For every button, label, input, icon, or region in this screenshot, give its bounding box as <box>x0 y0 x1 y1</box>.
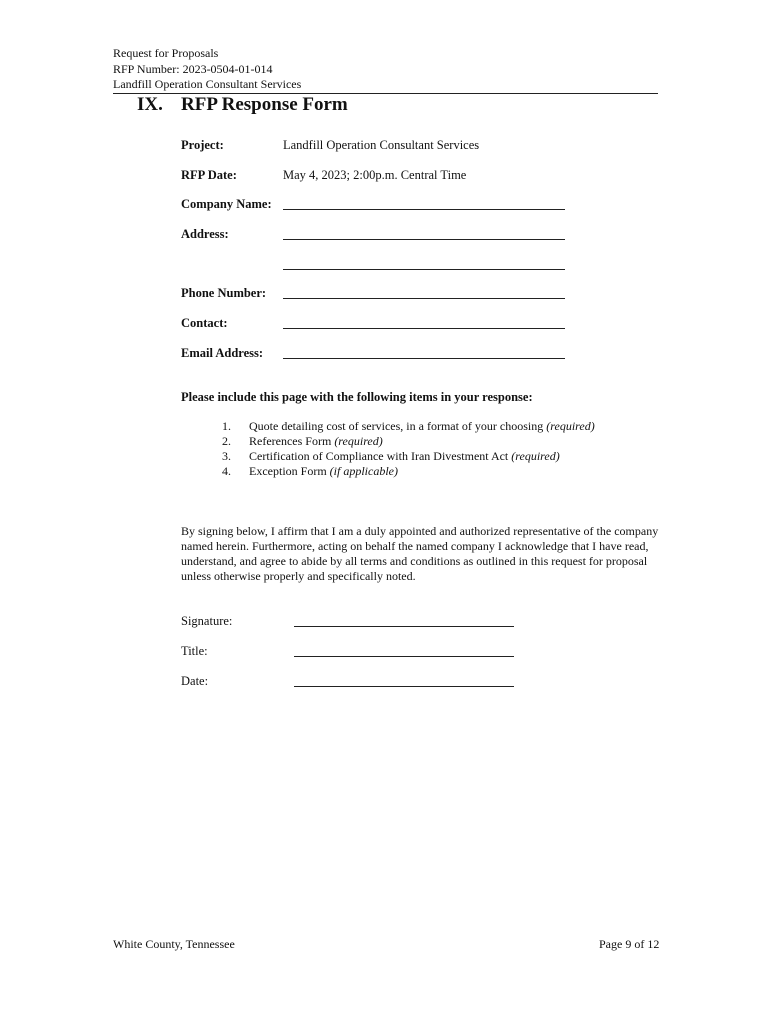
phone-number-label: Phone Number: <box>181 286 267 300</box>
list-item-text: Quote detailing cost of services, in a format of your choosing <box>249 419 544 433</box>
contact-blank[interactable] <box>283 316 565 329</box>
phone-number-blank[interactable] <box>283 286 565 299</box>
list-item <box>222 419 595 434</box>
project-label: Project: <box>181 138 224 152</box>
list-item-note: (if applicable) <box>329 464 398 478</box>
list-item <box>222 464 595 479</box>
company-name-blank[interactable] <box>283 197 565 210</box>
signature-label: Signature: <box>181 614 233 628</box>
required-items-list <box>222 419 595 479</box>
list-item-text: Exception Form <box>249 464 327 478</box>
list-item-number: 2. <box>222 434 231 448</box>
instructions-text: Please include this page with the following items in your response: <box>181 390 533 404</box>
list-item-number: 4. <box>222 464 231 478</box>
list-item-text: Certification of Compliance with Iran Divestment Act <box>249 449 509 463</box>
project-value: Landfill Operation Consultant Services <box>283 138 480 152</box>
footer-county: White County, Tennessee <box>113 937 235 951</box>
header-line-rfp-number: RFP Number: 2023-0504-01-014 <box>113 61 273 76</box>
list-item-note: (required) <box>334 434 383 448</box>
section-title: RFP Response Form <box>181 94 348 115</box>
list-item-note: (required) <box>546 419 595 433</box>
date-label: Date: <box>181 674 209 688</box>
page-header <box>113 46 301 93</box>
section-number: IX. <box>137 94 163 115</box>
section-heading <box>137 94 348 116</box>
date-blank[interactable] <box>294 674 514 687</box>
email-address-label: Email Address: <box>181 346 264 360</box>
address-blank-line-2[interactable] <box>283 257 565 270</box>
rfp-date-value: May 4, 2023; 2:00p.m. Central Time <box>283 168 467 182</box>
rfp-date-label: RFP Date: <box>181 168 237 182</box>
list-item <box>222 434 595 449</box>
email-address-blank[interactable] <box>283 346 565 359</box>
list-item <box>222 449 595 464</box>
address-blank-line-1[interactable] <box>283 227 565 240</box>
footer-page-number: Page 9 of 12 <box>599 937 660 951</box>
list-item-note: (required) <box>511 449 560 463</box>
list-item-number: 1. <box>222 419 231 433</box>
company-name-label: Company Name: <box>181 197 272 211</box>
header-line-request: Request for Proposals <box>113 46 219 60</box>
address-label: Address: <box>181 227 229 241</box>
signature-blank[interactable] <box>294 614 514 627</box>
title-label: Title: <box>181 644 208 658</box>
affirmation-paragraph: By signing below, I affirm that I am a duly appointed and authorized representative of the company named herein. Furthermore, acting on behalf the named company I acknowledge that I have read, understand, and agree to abide by all terms and conditions as outlined in this request for proposal unless otherwise properly and specifically noted. <box>181 524 659 583</box>
list-item-text: References Form <box>249 434 332 448</box>
contact-label: Contact: <box>181 316 228 330</box>
header-line-project: Landfill Operation Consultant Services <box>113 77 302 91</box>
title-blank[interactable] <box>294 644 514 657</box>
list-item-number: 3. <box>222 449 231 463</box>
